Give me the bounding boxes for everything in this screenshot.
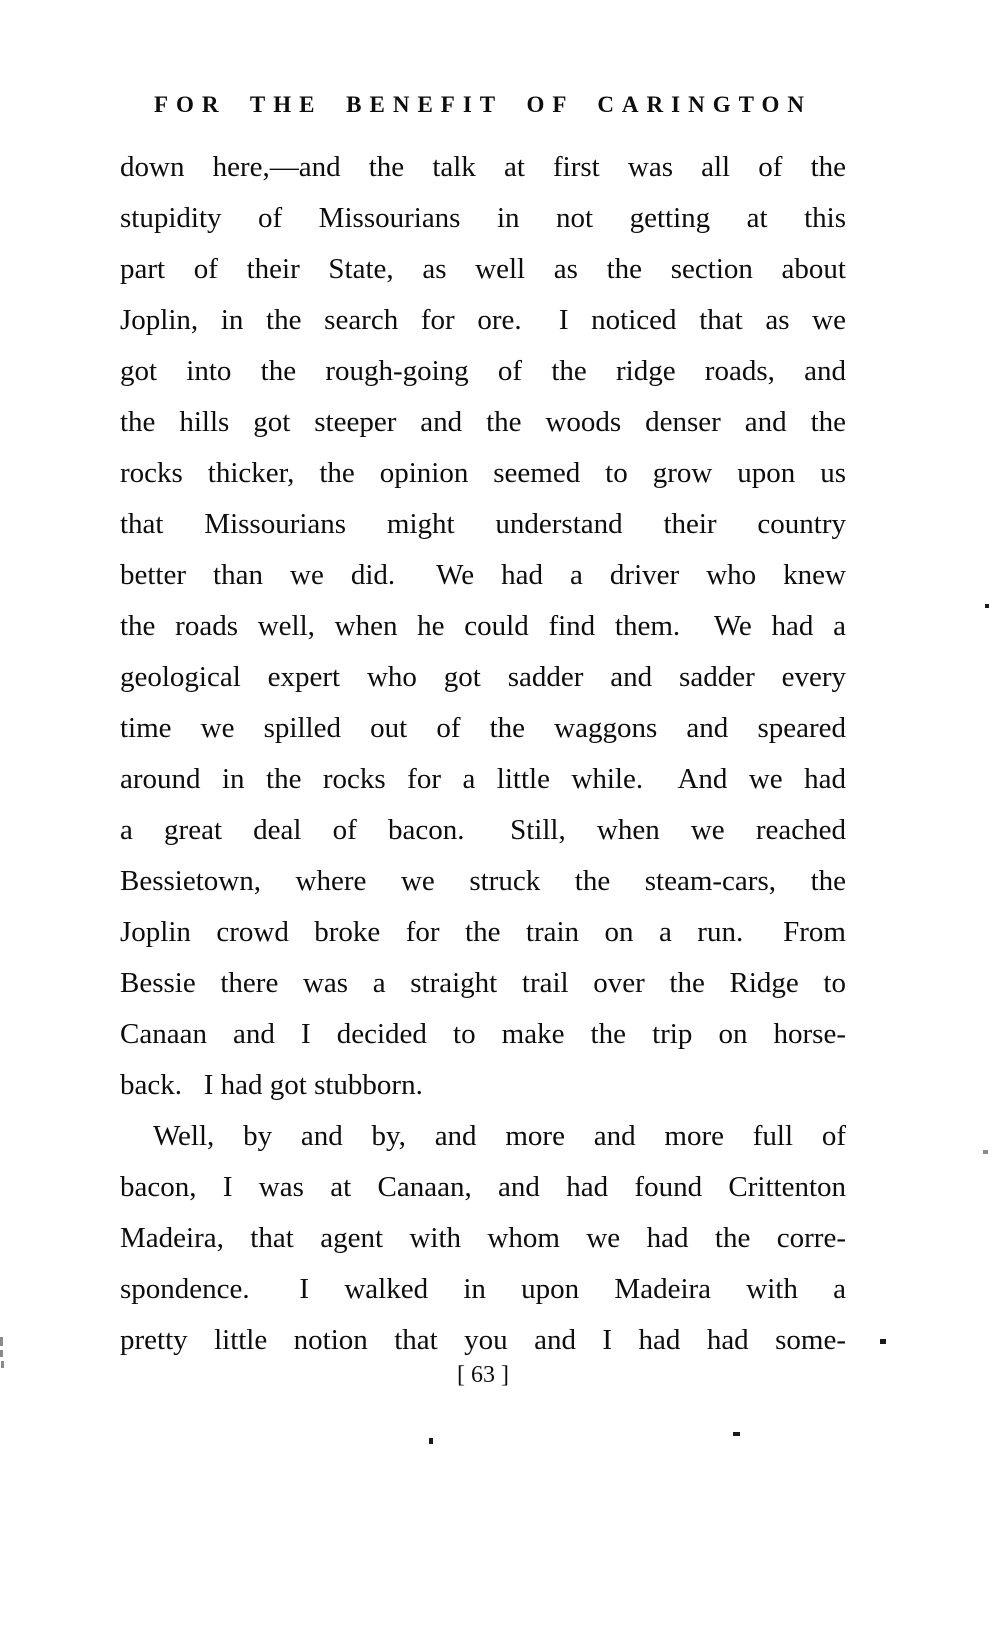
text-line: the roads well, when he could find them. We had a <box>120 610 846 642</box>
text-line: pretty little notion that you and I had had some- <box>120 1324 846 1356</box>
scan-speck <box>1 1361 4 1368</box>
scan-speck <box>985 604 989 608</box>
text-line: back. I had got stubborn. <box>120 1069 423 1101</box>
text-line: Joplin crowd broke for the train on a run. From <box>120 916 846 948</box>
text-line: bacon, I was at Canaan, and had found Crittenton <box>120 1171 846 1203</box>
text-line: the hills got steeper and the woods denser and the <box>120 406 846 438</box>
text-line: that Missourians might understand their country <box>120 508 846 540</box>
text-line: geological expert who got sadder and sadder every <box>120 661 846 693</box>
scan-speck <box>880 1339 886 1344</box>
text-line: a great deal of bacon. Still, when we reached <box>120 814 846 846</box>
text-line: Bessietown, where we struck the steam-cars, the <box>120 865 846 897</box>
text-line: spondence. I walked in upon Madeira with a <box>120 1273 846 1305</box>
scan-speck <box>429 1438 433 1444</box>
text-line: Well, by and by, and more and more full of <box>153 1120 846 1152</box>
text-line: part of their State, as well as the section about <box>120 253 846 285</box>
scan-speck <box>0 1350 3 1357</box>
body-text <box>120 142 846 1366</box>
text-line: better than we did. We had a driver who knew <box>120 559 846 591</box>
text-line: time we spilled out of the waggons and speared <box>120 712 846 744</box>
text-line: Bessie there was a straight trail over the Ridge to <box>120 967 846 999</box>
scan-speck <box>983 1150 988 1154</box>
scan-speck <box>733 1432 740 1436</box>
text-line: Joplin, in the search for ore. I noticed that as we <box>120 304 846 336</box>
scan-speck <box>0 1337 3 1346</box>
text-line: got into the rough-going of the ridge roads, and <box>120 355 846 387</box>
text-line: Madeira, that agent with whom we had the corre- <box>120 1222 846 1254</box>
text-line: around in the rocks for a little while. And we had <box>120 763 846 795</box>
running-head: FOR THE BENEFIT OF CARINGTON <box>153 92 813 117</box>
text-line: down here,—and the talk at first was all of the <box>120 151 846 183</box>
text-line: rocks thicker, the opinion seemed to grow upon us <box>120 457 846 489</box>
page-number: [ 63 ] <box>457 1362 509 1388</box>
text-line: stupidity of Missourians in not getting at this <box>120 202 846 234</box>
text-line: Canaan and I decided to make the trip on horse- <box>120 1018 846 1050</box>
